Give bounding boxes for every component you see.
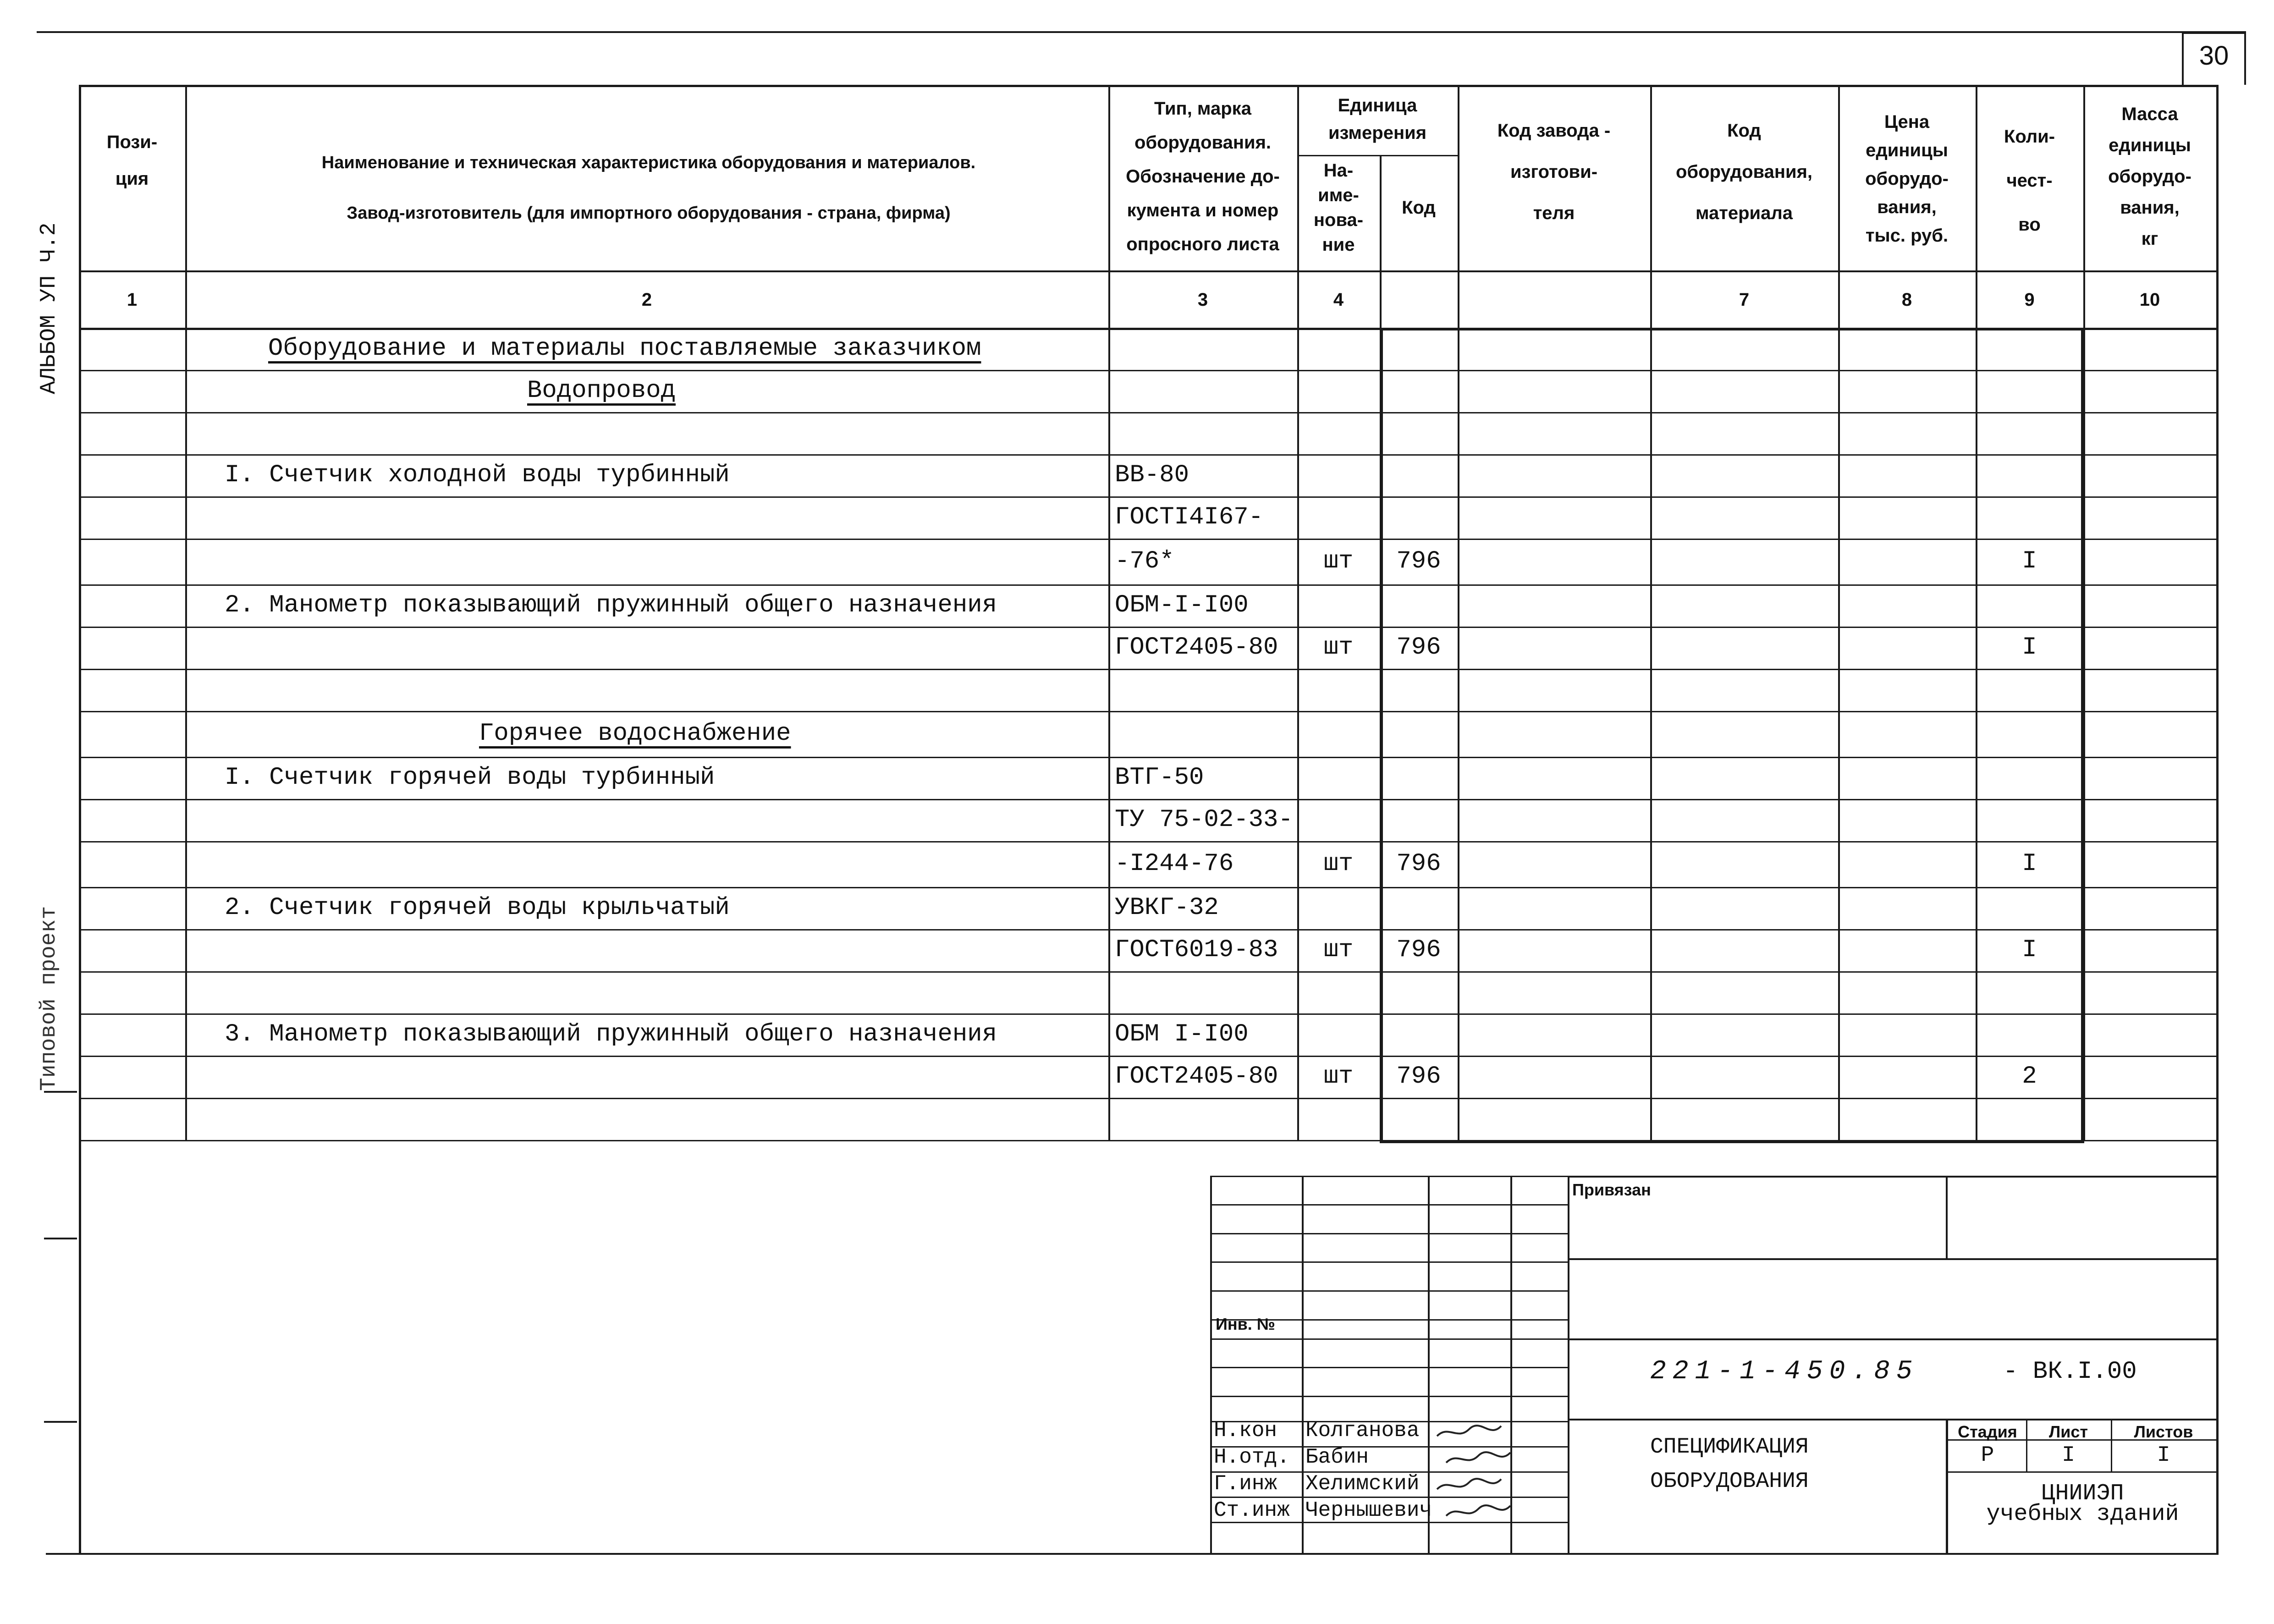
- stage-value: Р: [1981, 1443, 1994, 1468]
- stage-label: Стадия: [1958, 1422, 2017, 1441]
- sheets-label: Листов: [2134, 1422, 2193, 1441]
- stamp-column-line: [1568, 1176, 1569, 1553]
- stamp-line: [1568, 1338, 2216, 1340]
- row-type: ВТГ-50: [1115, 764, 1204, 792]
- colnum-2: 2: [641, 290, 652, 310]
- row-type: ГОСТ2405-80: [1115, 633, 1278, 661]
- row-quantity: I: [2022, 850, 2037, 878]
- row-line: [79, 370, 2216, 371]
- colnum-1: 1: [127, 290, 138, 310]
- signer-name: Хелимский: [1305, 1472, 1420, 1496]
- row-unit-code: 796: [1396, 547, 1441, 575]
- row-name: 2. Манометр показывающий пружинный общего назначения: [225, 591, 997, 619]
- stamp-line: [1568, 1419, 2216, 1420]
- colnum-3: 3: [1197, 290, 1208, 310]
- header-price: Цена единицы оборудо- вания, тыс. руб.: [1865, 112, 1949, 246]
- row-line: [79, 1013, 2216, 1015]
- colnum-9: 9: [2024, 290, 2035, 310]
- header-quantity: Коли- чест- во: [2004, 127, 2055, 235]
- row-line: [79, 757, 2216, 758]
- bold-frame-line: [1380, 1140, 2084, 1143]
- colnum-8: 8: [1901, 290, 1912, 310]
- row-unit: шт: [1323, 1062, 1354, 1090]
- table-top-border: [79, 85, 2216, 87]
- stamp-line: [1946, 1176, 1948, 1258]
- document-code: 221-1-450.85: [1650, 1357, 1919, 1387]
- bold-frame-line: [2081, 328, 2084, 1140]
- stamp-row-line: [1210, 1233, 1568, 1234]
- unit-subheader-line: [1297, 155, 1458, 156]
- signer-name: Колганова: [1305, 1419, 1420, 1442]
- signer-role: Ст.инж: [1214, 1498, 1290, 1522]
- stamp-line: [1568, 1258, 2216, 1260]
- row-type: УВКГ-32: [1115, 894, 1219, 922]
- document-suffix: - ВК.I.00: [2003, 1358, 2137, 1386]
- row-line: [79, 799, 2216, 800]
- column-line: [185, 85, 187, 1140]
- row-line: [79, 584, 2216, 586]
- section-heading: Горячее водоснабжение: [479, 720, 791, 748]
- stamp-row-line: [1210, 1261, 1568, 1263]
- column-line: [1650, 85, 1652, 1140]
- header-type: Тип, марка оборудования. Обозначение до- кумента и номер опросного листа: [1126, 99, 1280, 254]
- organization-line-1: ЦНИИЭП: [2041, 1481, 2124, 1507]
- row-quantity: I: [2022, 936, 2037, 964]
- row-type: ТУ 75-02-33-: [1115, 806, 1293, 834]
- margin-tick: [44, 1421, 77, 1423]
- stamp-row-line: [1210, 1204, 1568, 1206]
- sheet-label: Лист: [2048, 1422, 2088, 1441]
- organization-line-2: учебных зданий: [1986, 1501, 2179, 1527]
- row-unit-code: 796: [1396, 850, 1441, 878]
- row-line: [79, 454, 2216, 456]
- margin-tick: [44, 1238, 77, 1239]
- row-type: ГОСТ6019-83: [1115, 936, 1278, 964]
- row-quantity: 2: [2022, 1062, 2037, 1090]
- stamp-row-line: [1210, 1290, 1568, 1292]
- signer-role: Н.отд.: [1214, 1445, 1290, 1469]
- title-line-2: ОБОРУДОВАНИЯ: [1650, 1469, 1809, 1494]
- header-unit-code: Код: [1402, 198, 1436, 218]
- row-type: -76*: [1115, 547, 1174, 575]
- row-type: -I244-76: [1115, 850, 1234, 878]
- row-line: [79, 627, 2216, 628]
- frame-right-line: [2216, 1140, 2219, 1553]
- row-unit-code: 796: [1396, 1062, 1441, 1090]
- row-type: ГОСТI4I67-: [1115, 503, 1264, 531]
- sheet-value: I: [2062, 1443, 2075, 1468]
- row-line: [79, 929, 2216, 930]
- section-heading: Оборудование и материалы поставляемые заказчиком: [268, 335, 981, 363]
- row-line: [79, 412, 2216, 413]
- row-line: [79, 496, 2216, 498]
- signature-scribble: [1444, 1449, 1513, 1467]
- row-quantity: I: [2022, 633, 2037, 661]
- row-line: [79, 971, 2216, 973]
- row-unit-code: 796: [1396, 936, 1441, 964]
- header-unit-name: На- име- нова- ние: [1313, 160, 1364, 255]
- row-unit-code: 796: [1396, 633, 1441, 661]
- row-type: ОБМ I-I00: [1115, 1020, 1249, 1048]
- row-type: ВВ-80: [1115, 461, 1189, 489]
- bold-frame-line: [1380, 328, 2084, 330]
- row-type: ГОСТ2405-80: [1115, 1062, 1278, 1090]
- row-unit: шт: [1323, 633, 1354, 661]
- header-bottom-border: [79, 270, 2216, 272]
- signature-scribble: [1444, 1502, 1513, 1520]
- side-label-album: АЛЬБОМ УП Ч.2: [37, 222, 61, 394]
- header-equipment-code: Код оборудования, материала: [1675, 121, 1813, 223]
- stamp-row-line: [1210, 1367, 1568, 1368]
- margin-tick: [44, 1091, 77, 1093]
- row-name: 3. Манометр показывающий пружинный общего назначения: [225, 1020, 997, 1048]
- row-line: [79, 1056, 2216, 1057]
- bottom-frame-line: [46, 1553, 2219, 1555]
- row-unit: шт: [1323, 936, 1354, 964]
- stamp-row-line: [1210, 1396, 1568, 1397]
- row-line: [79, 669, 2216, 670]
- stamp-row-line: [1210, 1497, 1568, 1498]
- column-line: [79, 85, 81, 1140]
- inv-no-label: Инв. №: [1216, 1315, 1275, 1333]
- bold-frame-line: [1380, 328, 1383, 1140]
- row-name: I. Счетчик холодной воды турбинный: [225, 461, 730, 489]
- colnum-4: 4: [1333, 290, 1344, 310]
- row-line: [79, 539, 2216, 540]
- signer-name: Бабин: [1305, 1445, 1369, 1469]
- row-type: ОБМ-I-I00: [1115, 591, 1249, 619]
- signer-role: Г.инж: [1214, 1472, 1277, 1496]
- stamp-line: [1946, 1471, 2216, 1473]
- row-name: I. Счетчик горячей воды турбинный: [225, 764, 715, 792]
- stamp-top-line: [1568, 1176, 2216, 1178]
- stamp-line: [1946, 1419, 1948, 1553]
- row-unit: шт: [1323, 547, 1354, 575]
- sheets-value: I: [2157, 1443, 2170, 1468]
- frame-left-line: [79, 1140, 81, 1553]
- row-line: [79, 1098, 2216, 1099]
- signer-name: Чернышевич: [1305, 1498, 1432, 1522]
- row-line: [79, 841, 2216, 842]
- row-name: 2. Счетчик горячей воды крыльчатый: [225, 894, 730, 922]
- privyazan-label: Привязан: [1572, 1180, 1651, 1199]
- signature-scribble: [1435, 1422, 1503, 1441]
- stamp-row-line: [1210, 1176, 1568, 1177]
- header-unit-group: Единица измерения: [1328, 95, 1427, 143]
- header-name: Наименование и техническая характеристика оборудования и материалов. Завод-изготовитель (для импортного оборудования - страна, фирма): [321, 153, 976, 223]
- row-line: [79, 887, 2216, 888]
- page-number: 30: [2199, 41, 2229, 71]
- header-mass: Масса единицы оборудо- вания, кг: [2108, 104, 2191, 249]
- colnum-7: 7: [1739, 290, 1750, 310]
- colnum-10: 10: [2139, 290, 2160, 310]
- title-line-1: СПЕЦИФИКАЦИЯ: [1650, 1435, 1809, 1459]
- signature-scribble: [1435, 1475, 1503, 1494]
- column-line: [1458, 85, 1459, 1140]
- side-label-project: Типовой проект: [37, 906, 61, 1091]
- top-frame-line: [37, 31, 2246, 33]
- row-quantity: I: [2022, 547, 2037, 575]
- header-factory-code: Код завода - изготови- теля: [1497, 121, 1611, 223]
- header-position: Пози- ция: [106, 132, 158, 189]
- row-unit: шт: [1323, 850, 1354, 878]
- section-heading: Водопровод: [527, 377, 676, 405]
- column-line: [2216, 85, 2219, 1140]
- stamp-row-line: [1210, 1338, 1568, 1340]
- row-line: [79, 711, 2216, 712]
- signer-role: Н.кон: [1214, 1419, 1277, 1442]
